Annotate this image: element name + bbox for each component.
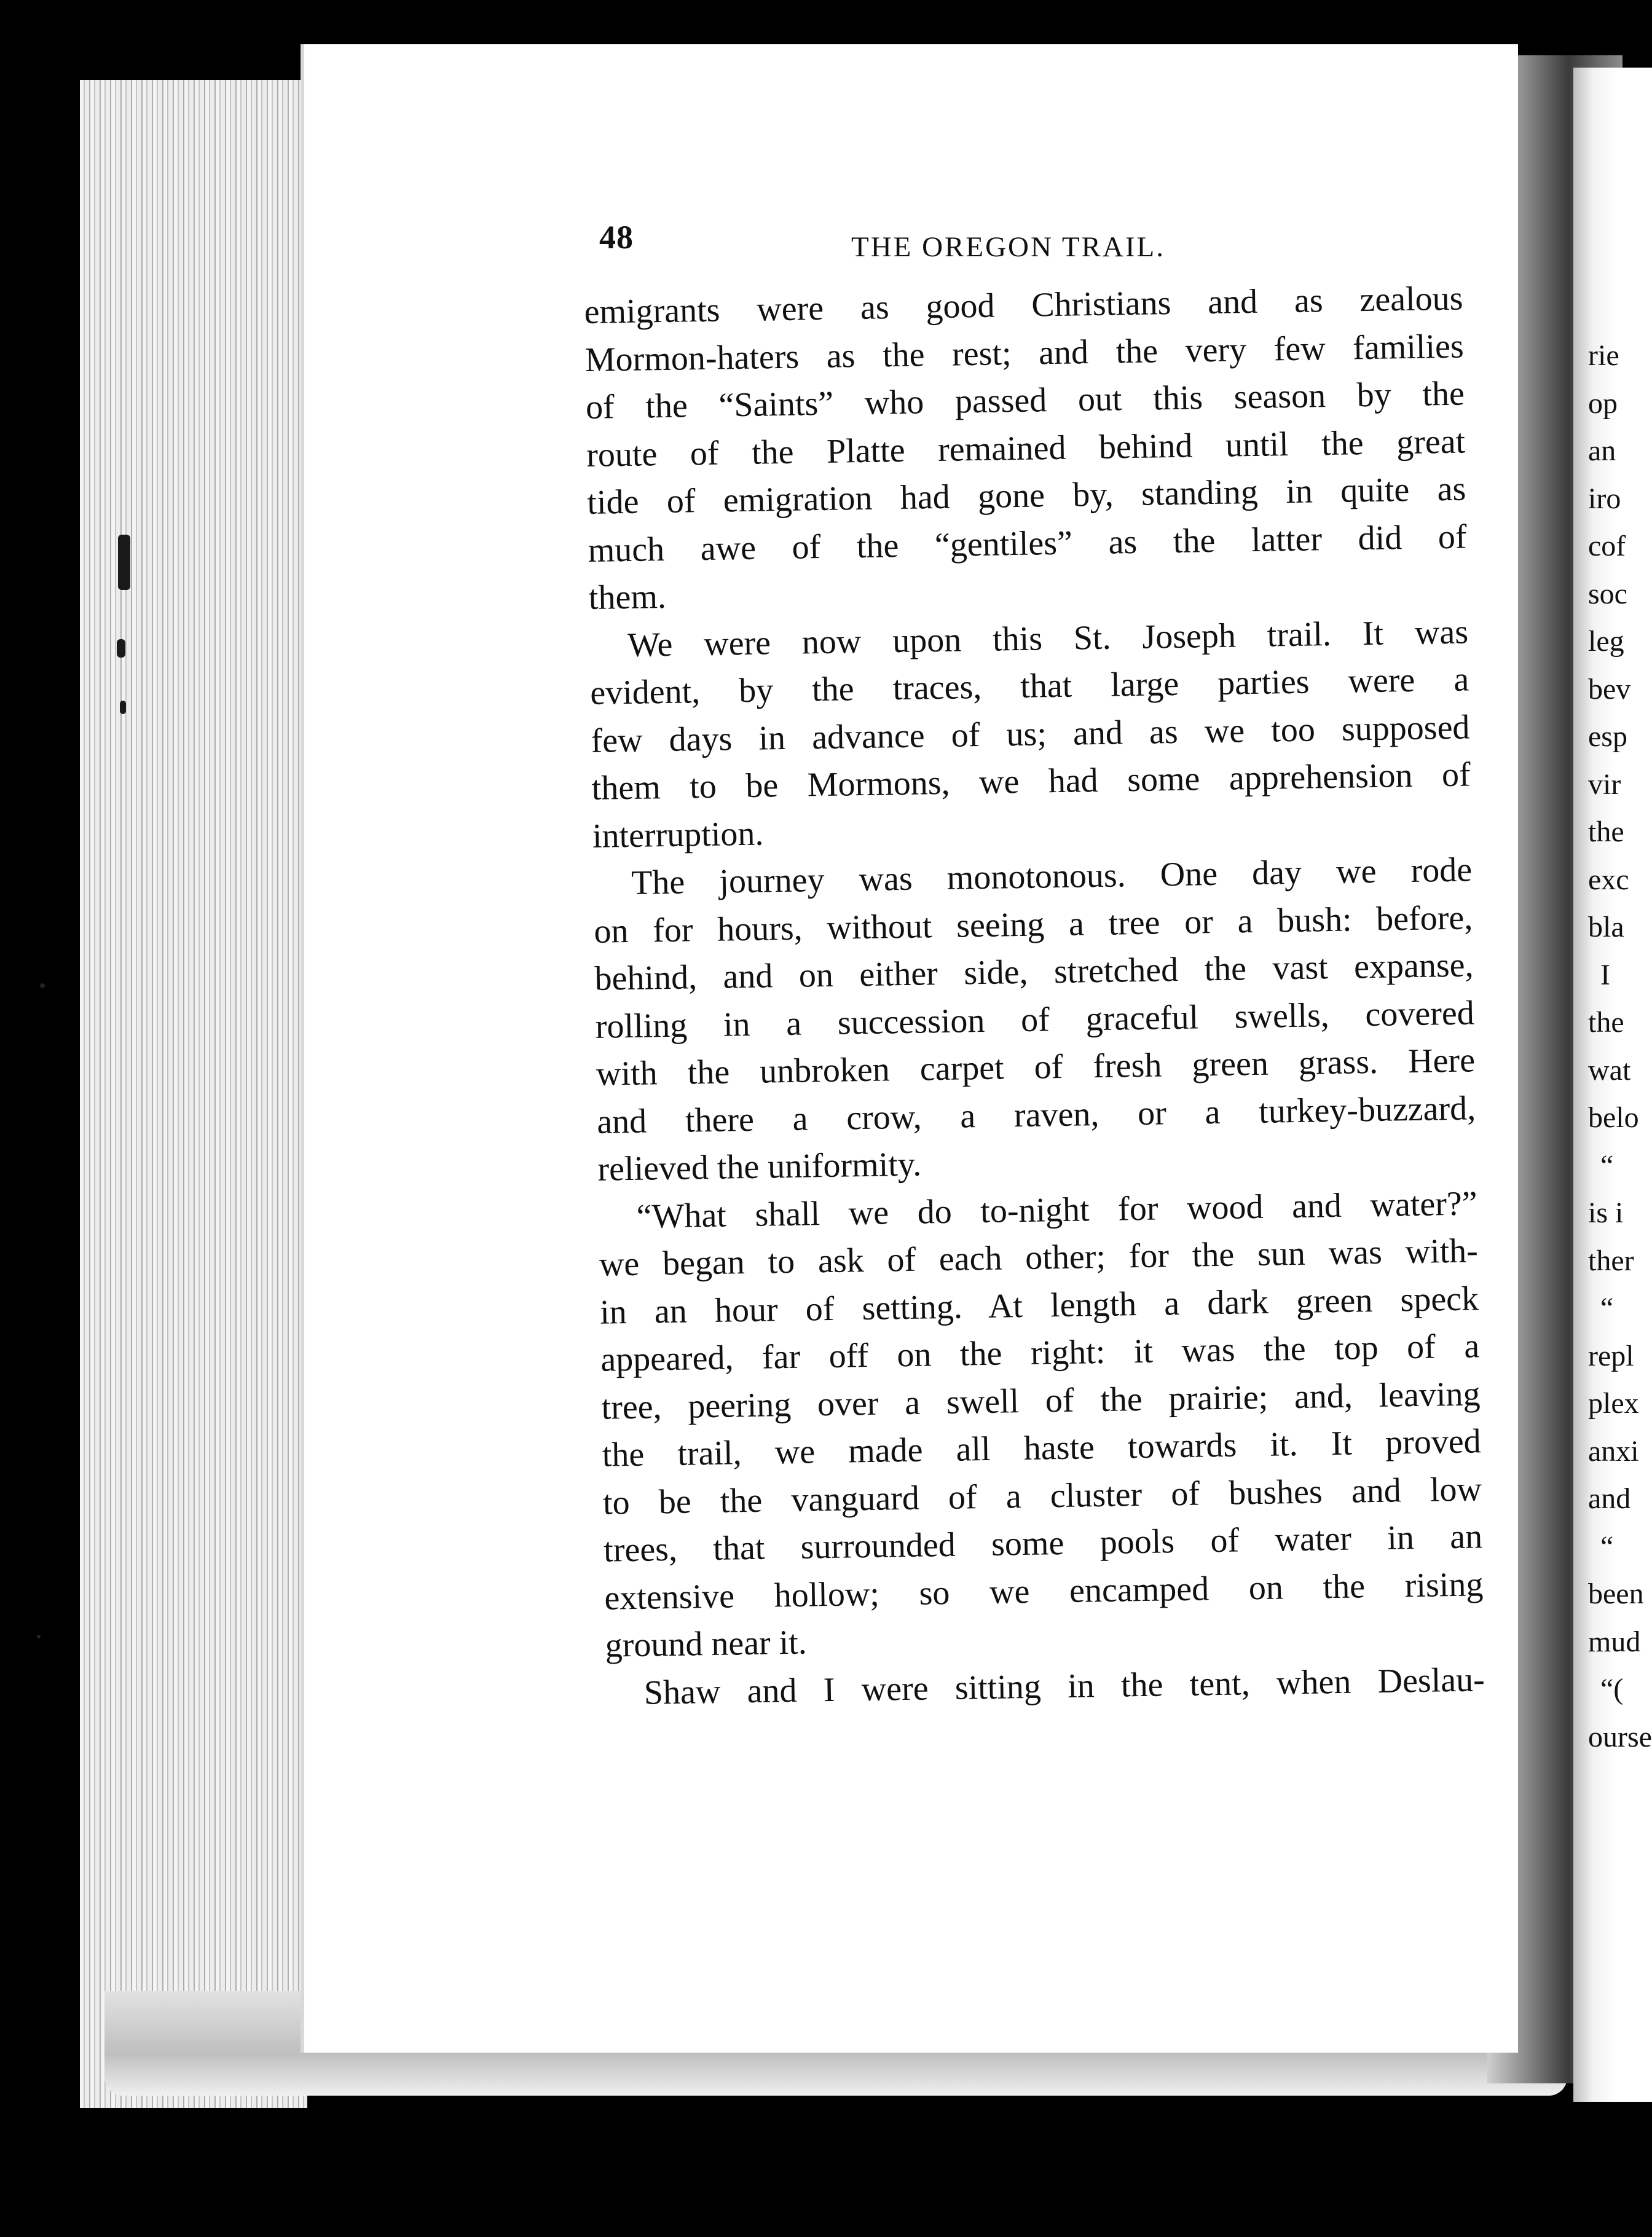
facing-page-line: and	[1588, 1482, 1631, 1515]
facing-page-line: “(	[1600, 1673, 1624, 1705]
text-line: We were now upon this St. Joseph trail. It was	[627, 612, 1469, 664]
facing-page	[1573, 68, 1652, 2102]
text-line: much awe of the “gentiles” as the latter did of	[588, 517, 1467, 570]
facing-page-line: ourse	[1588, 1720, 1652, 1753]
page-number: 48	[599, 219, 634, 256]
text-line: the trail, we made all haste towards it. It proved	[602, 1422, 1482, 1474]
text-line: few days in advance of us; and as we too supposed	[591, 707, 1470, 760]
text-line: of the “Saints” who passed out this season by the	[585, 374, 1465, 427]
facing-page-line: op	[1588, 387, 1618, 420]
facing-page-line: “	[1600, 1530, 1614, 1563]
running-head: THE OREGON TRAIL.	[851, 231, 1165, 263]
facing-page-line: plex	[1588, 1387, 1639, 1420]
text-line: tide of emigration had gone by, standing in quite as	[586, 470, 1466, 522]
text-line: and there a crow, a raven, or a turkey-buzzard,	[596, 1088, 1476, 1141]
facing-page-line: been	[1588, 1578, 1644, 1610]
text-line: on for hours, without seeing a tree or a bush: before,	[593, 898, 1473, 951]
text-line: emigrants were as good Christians and as zealous	[584, 279, 1463, 331]
facing-page-line: leg	[1588, 625, 1624, 658]
facing-page-line: exc	[1588, 863, 1629, 896]
facing-page-line: soc	[1588, 577, 1627, 610]
text-line: interruption.	[592, 814, 764, 855]
text-line: trees, that surrounded some pools of water in an	[603, 1517, 1483, 1570]
text-line: “What shall we do to-night for wood and water?”	[636, 1184, 1478, 1236]
facing-page-line: esp	[1588, 720, 1627, 753]
ink-speck	[40, 983, 45, 988]
binding-mark	[118, 535, 130, 590]
facing-page-line: the	[1588, 1006, 1624, 1039]
text-line: them.	[588, 577, 667, 617]
facing-page-line: repl	[1588, 1339, 1634, 1372]
text-line: ground near it.	[605, 1623, 808, 1665]
text-line: Shaw and I were sitting in the tent, when Deslau-	[643, 1660, 1485, 1712]
facing-page-line: “	[1600, 1292, 1614, 1324]
facing-page-line: wat	[1588, 1053, 1631, 1087]
facing-page-line: vir	[1588, 768, 1621, 801]
text-line: route of the Platte remained behind until the great	[586, 422, 1466, 474]
text-line: Mormon-haters as the rest; and the very few families	[584, 327, 1465, 379]
text-line: The journey was monotonous. One day we rode	[631, 851, 1473, 902]
facing-page-line: anxi	[1588, 1434, 1639, 1468]
facing-page-line: cof	[1588, 530, 1626, 562]
facing-page-line: “	[1600, 1149, 1614, 1182]
facing-page-line: iro	[1588, 482, 1621, 515]
facing-page-line: is i	[1588, 1197, 1624, 1229]
facing-page-line: I	[1600, 958, 1610, 991]
facing-page-line: belo	[1588, 1101, 1639, 1134]
facing-page-line: ther	[1588, 1244, 1634, 1277]
book-page-edges	[80, 80, 307, 2108]
text-line: extensive hollow; so we encamped on the rising	[604, 1565, 1484, 1618]
facing-page-line: bev	[1588, 672, 1631, 706]
facing-page-text	[1588, 332, 1652, 1761]
facing-page-line: an	[1588, 434, 1616, 467]
facing-page-line: the	[1588, 816, 1624, 848]
text-line: to be the vanguard of a cluster of bushes and low	[602, 1469, 1482, 1522]
facing-page-line: mud	[1588, 1625, 1641, 1658]
text-line: we began to ask of each other; for the sun was with-	[599, 1232, 1479, 1284]
facing-page-line: rie	[1588, 339, 1619, 372]
text-line: in an hour of setting. At length a dark green speck	[599, 1279, 1479, 1332]
facing-page-line: bla	[1588, 911, 1624, 943]
binding-mark	[117, 639, 125, 658]
text-line: them to be Mormons, we had some apprehension of	[591, 755, 1471, 808]
text-line: tree, peering over a swell of the prairie; and, leaving	[601, 1374, 1481, 1427]
text-line: rolling in a succession of graceful swells, covered	[595, 993, 1475, 1046]
text-line: appeared, far off on the right: it was the top of a	[600, 1327, 1480, 1379]
body-text	[584, 275, 1485, 1718]
text-line: relieved the uniformity.	[597, 1145, 922, 1189]
text-line: behind, and on either side, stretched the vast expanse,	[594, 946, 1474, 998]
binding-mark	[120, 701, 126, 714]
text-line: with the unbroken carpet of fresh green grass. Here	[596, 1041, 1476, 1093]
ink-speck	[37, 1635, 41, 1638]
text-line: evident, by the traces, that large parties were a	[589, 660, 1469, 712]
